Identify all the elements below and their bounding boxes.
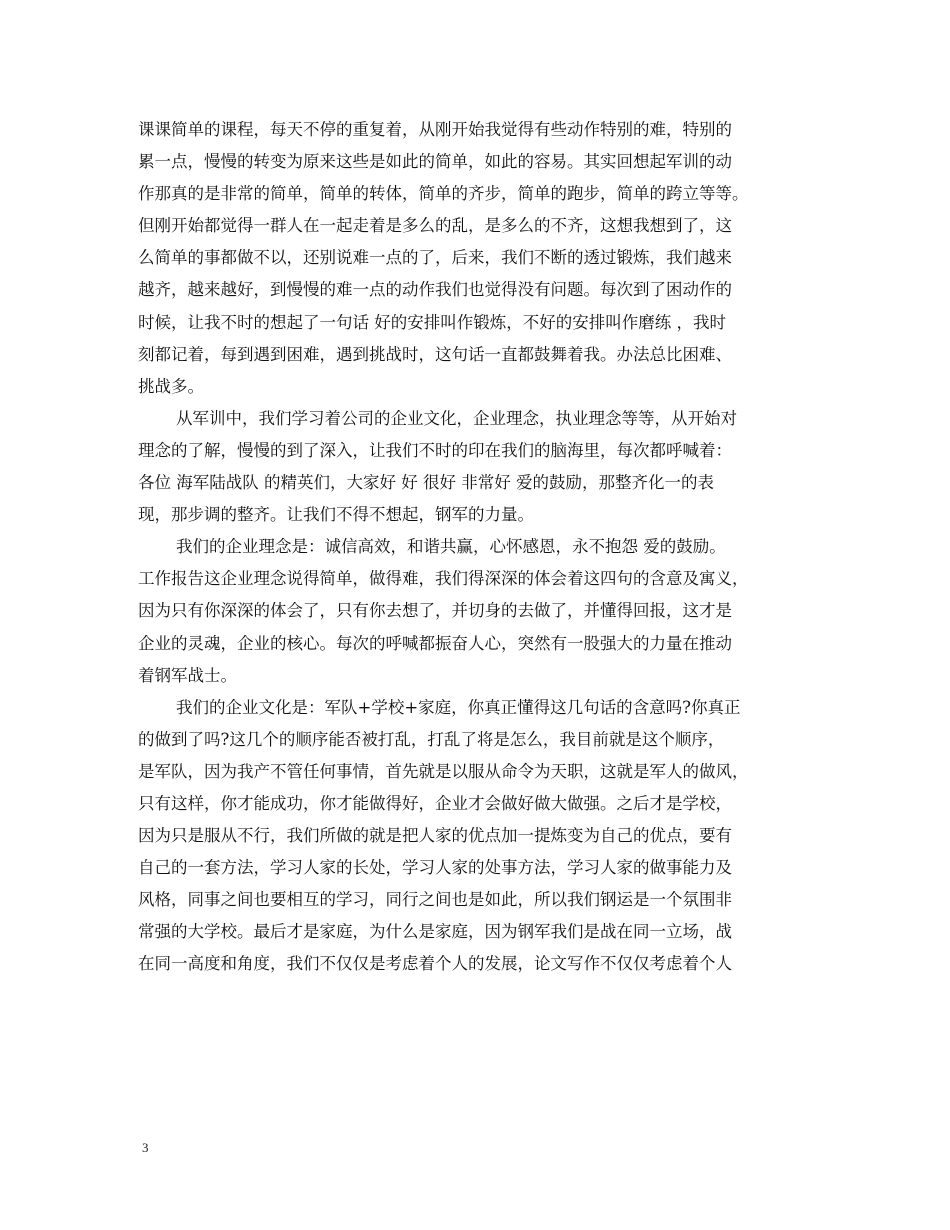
text-line: 累一点，慢慢的转变为原来这些是如此的简单，如此的容易。其实回想起军训的动 <box>138 152 732 172</box>
text-line: 理念的了解，慢慢的到了深入，让我们不时的印在我们的脑海里，每次都呼喊着： <box>138 440 732 460</box>
paragraph-3 <box>138 531 818 691</box>
document-body <box>138 114 818 981</box>
text-line: 么简单的事都做不以，还别说难一点的了，后来，我们不断的透过锻炼，我们越来 <box>138 248 732 268</box>
text-line: 因为只是服从不行，我们所做的就是把人家的优点加一提炼变为自己的优点，要有 <box>138 826 732 846</box>
page-number: 3 <box>142 1140 149 1155</box>
paragraph-4 <box>138 692 818 981</box>
paragraph-2 <box>138 403 818 531</box>
text-line: 刻都记着，每到遇到困难，遇到挑战时，这句话一直都鼓舞着我。办法总比困难、 <box>138 344 732 364</box>
text-line: 但刚开始都觉得一群人在一起走着是多么的乱，是多么的不齐，这想我想到了，这 <box>138 216 732 236</box>
text-line: 课课简单的课程，每天不停的重复着，从刚开始我觉得有些动作特别的难，特别的 <box>138 120 732 139</box>
text-line: 着钢军战士。 <box>138 665 237 685</box>
text-line: 只有这样，你才能成功，你才能做得好，企业才会做好做大做强。之后才是学校， <box>138 793 732 813</box>
text-line: 因为只有你深深的体会了，只有你去想了，并切身的去做了，并懂得回报，这才是 <box>138 601 732 621</box>
text-line: 风格，同事之间也要相互的学习，同行之间也是如此，所以我们钢运是一个氛围非 <box>138 890 732 910</box>
text-line: 我们的企业文化是：军队+学校+家庭，你真正懂得这几句话的含意吗?你真正 <box>176 697 741 717</box>
text-line: 我们的企业理念是：诚信高效，和谐共赢，心怀感恩，永不抱怨 爱的鼓励。 <box>176 537 726 557</box>
text-line: 作那真的是非常的简单，简单的转体，简单的齐步，简单的跑步，简单的跨立等等。 <box>138 184 749 204</box>
text-line: 各位 海军陆战队 的精英们，大家好 好 很好 非常好 爱的鼓励，那整齐化一的表 <box>138 473 714 493</box>
text-line: 工作报告这企业理念说得简单，做得难，我们得深深的体会着这四句的含意及寓义， <box>138 569 749 589</box>
text-line: 是军队，因为我产不管任何事情，首先就是以服从命令为天职，这就是军人的做风， <box>138 761 749 781</box>
text-line: 挑战多。 <box>138 376 204 396</box>
text-line: 的做到了吗?这几个的顺序能否被打乱，打乱了将是怎么，我目前就是这个顺序， <box>138 729 725 749</box>
text-line: 在同一高度和角度，我们不仅仅是考虑着个人的发展，论文写作不仅仅考虑着个人 <box>138 954 732 974</box>
text-line: 自己的一套方法，学习人家的长处，学习人家的处事方法，学习人家的做事能力及 <box>138 858 732 878</box>
text-line: 常强的大学校。最后才是家庭，为什么是家庭，因为钢军我们是战在同一立场，战 <box>138 922 732 942</box>
text-line: 从军训中，我们学习着公司的企业文化，企业理念，执业理念等等，从开始对 <box>176 408 737 428</box>
paragraph-1 <box>138 114 818 403</box>
text-line: 现，那步调的整齐。让我们不得不想起，钢军的力量。 <box>138 505 534 525</box>
text-line: 越齐，越来越好，到慢慢的难一点的动作我们也觉得没有问题。每次到了困动作的 <box>138 280 732 300</box>
text-line: 时候，让我不时的想起了一句话 好的安排叫作锻炼，不好的安排叫作磨练 ，我时 <box>138 312 726 332</box>
text-line: 企业的灵魂，企业的核心。每次的呼喊都振奋人心，突然有一股强大的力量在推动 <box>138 633 732 653</box>
